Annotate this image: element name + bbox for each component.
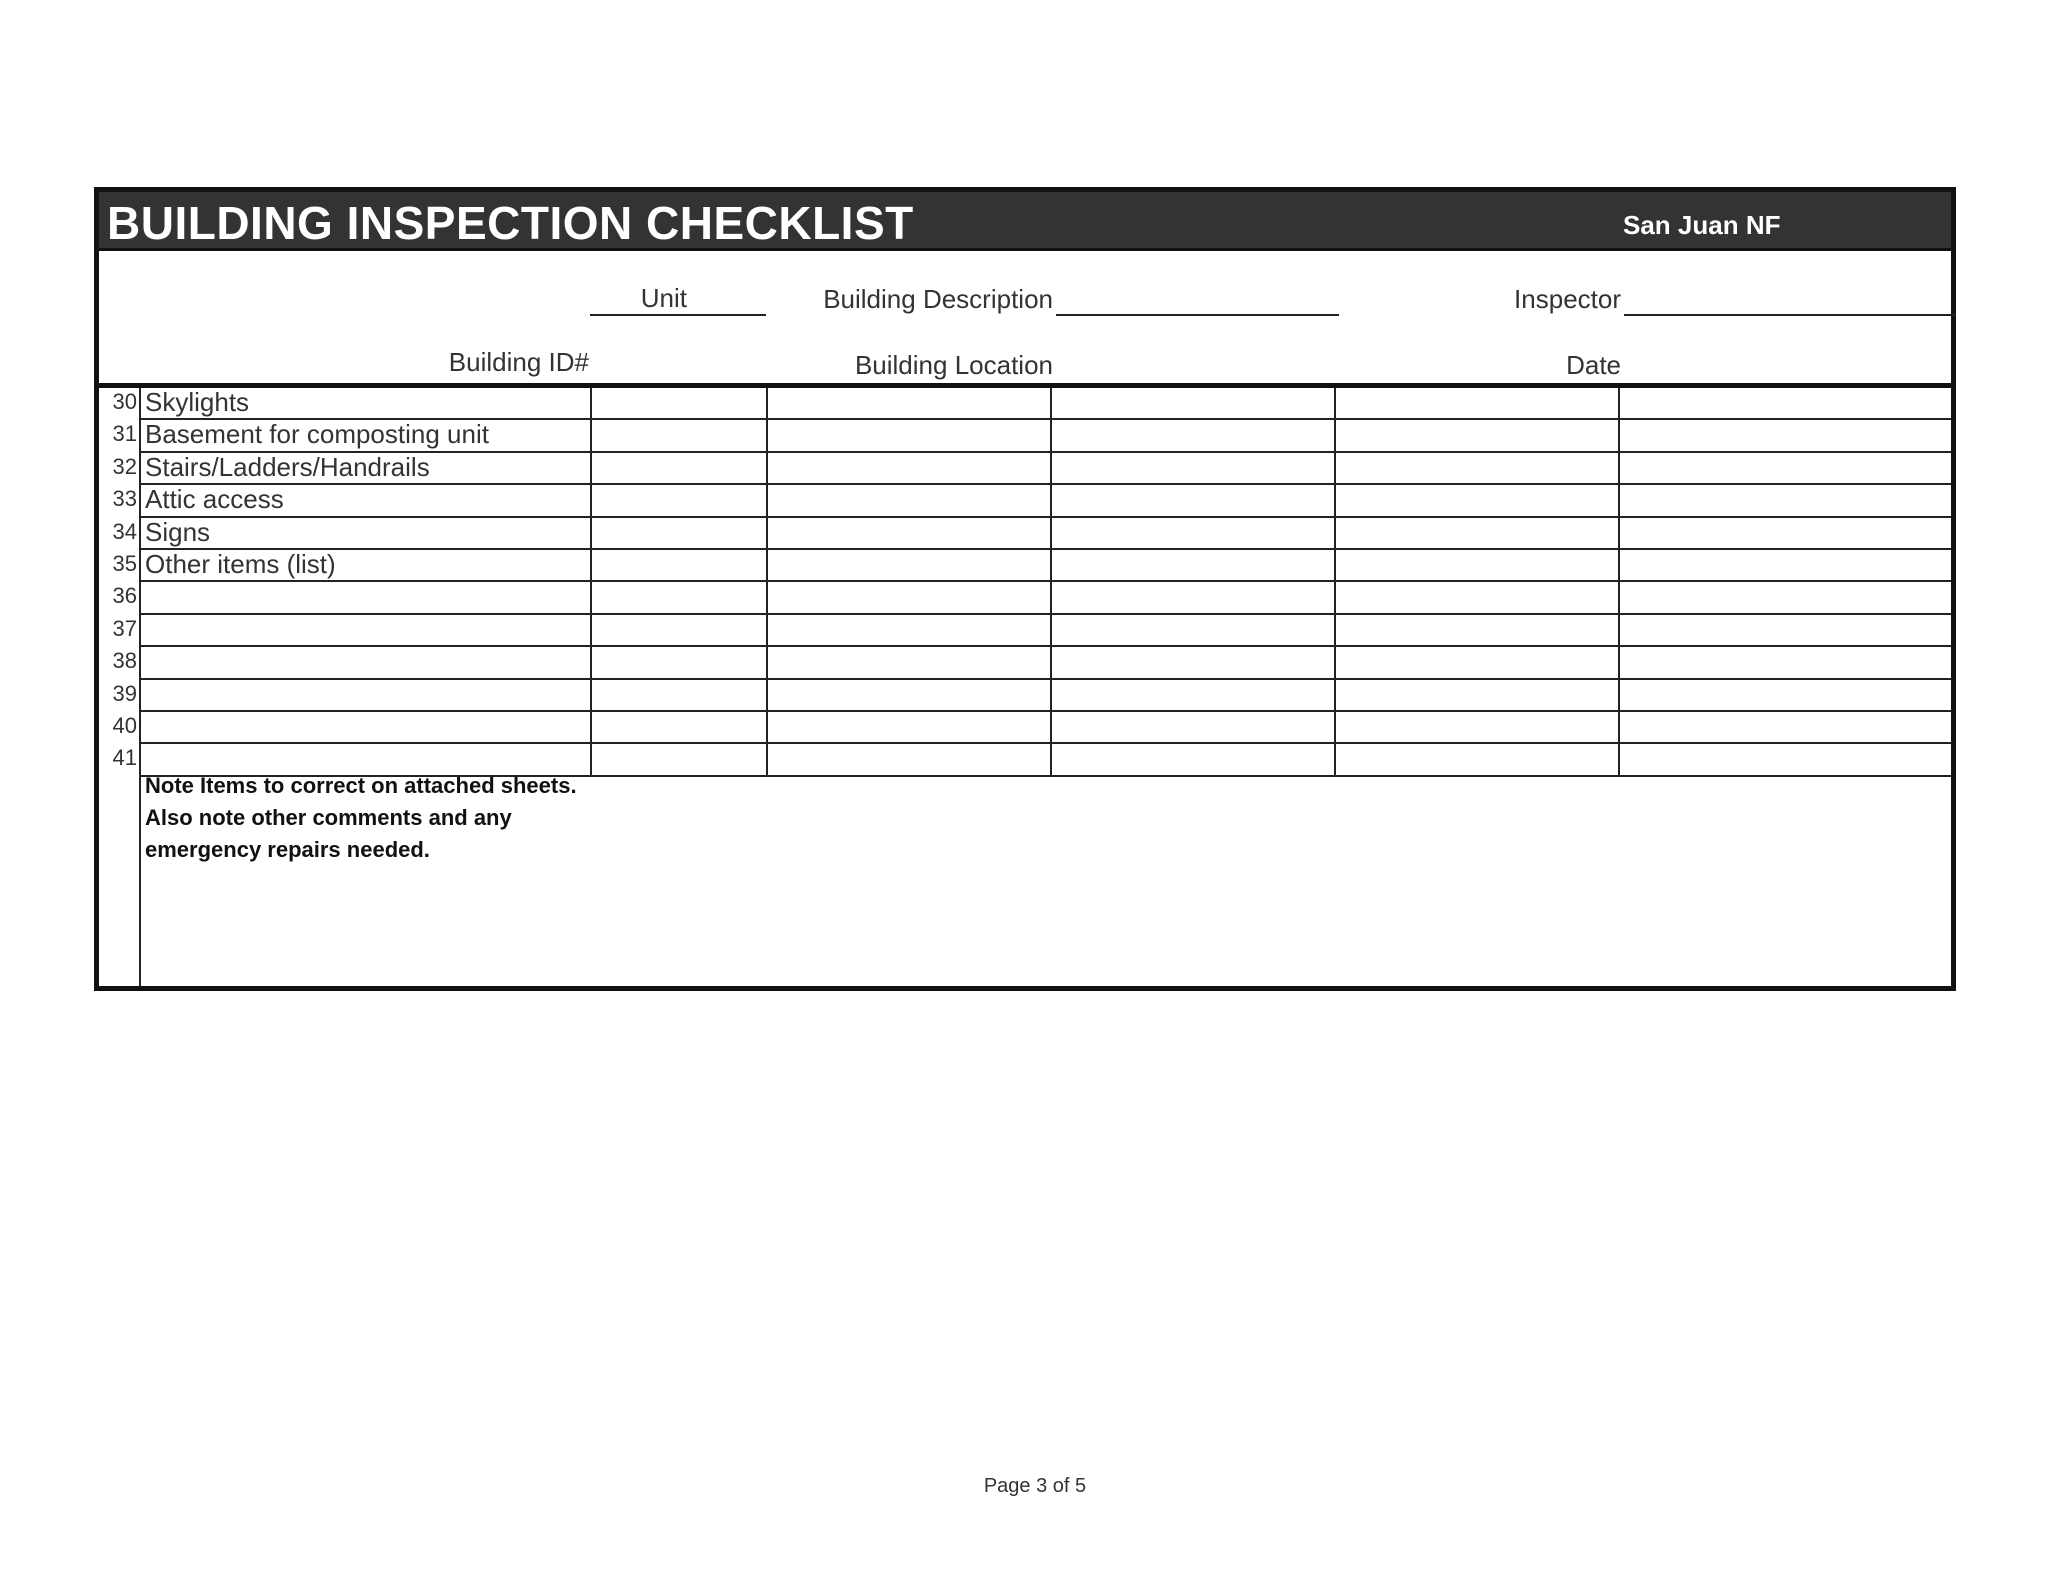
row-number: 32	[112, 453, 137, 479]
row-number: 36	[112, 583, 137, 609]
row-number: 39	[112, 680, 137, 706]
page-footer: Page 3 of 5	[983, 1475, 1087, 1497]
checklist-item: Signs	[145, 516, 211, 547]
building-location-label: Building Location	[854, 350, 1053, 380]
column-rule	[139, 388, 141, 986]
row-rule	[139, 580, 1951, 582]
column-rule	[1618, 388, 1620, 777]
note-text: Note Items to correct on attached sheets. Also note other comments and any emergency repairs needed.	[145, 773, 577, 862]
column-rule	[590, 388, 592, 777]
checklist-item: Attic access	[145, 484, 284, 515]
row-rule	[139, 613, 1951, 615]
row-rule	[139, 678, 1951, 680]
header-divider	[99, 383, 1951, 388]
checklist-form	[94, 187, 1956, 991]
form-title: BUILDING INSPECTION CHECKLIST	[107, 197, 914, 249]
row-rule	[139, 516, 1951, 518]
row-rule	[139, 645, 1951, 647]
checklist-item: Other items (list)	[145, 549, 336, 579]
row-number: 30	[112, 389, 137, 414]
row-rule	[139, 548, 1951, 550]
row-rule	[139, 742, 1951, 744]
date-label: Date	[1566, 350, 1621, 380]
checklist-item: Stairs/Ladders/Handrails	[145, 451, 430, 482]
row-rule	[139, 775, 1951, 777]
column-rule	[1050, 388, 1052, 777]
title-bar	[99, 192, 1951, 251]
row-number: 40	[112, 713, 137, 738]
building-id-label: Building ID#	[448, 347, 589, 377]
unit-label: Unit	[640, 283, 687, 313]
row-number: 33	[112, 486, 137, 512]
inspector-label: Inspector	[1514, 284, 1621, 314]
column-rule	[766, 388, 768, 777]
region-label: San Juan NF	[1623, 210, 1781, 240]
row-number: 41	[112, 745, 137, 771]
building-description-label: Building Description	[823, 284, 1053, 314]
row-number: 34	[112, 518, 137, 544]
row-number: 35	[112, 551, 137, 576]
checklist-item: Basement for composting unit	[145, 419, 489, 450]
inspector-field[interactable]	[1624, 314, 1956, 316]
checklist-item: Skylights	[145, 387, 250, 417]
row-rule	[139, 710, 1951, 712]
row-number: 37	[112, 615, 137, 641]
row-number: 38	[112, 648, 137, 674]
row-rule	[139, 483, 1951, 485]
row-number: 31	[112, 421, 137, 447]
building-description-field[interactable]	[1056, 314, 1339, 316]
column-rule	[1334, 388, 1336, 777]
